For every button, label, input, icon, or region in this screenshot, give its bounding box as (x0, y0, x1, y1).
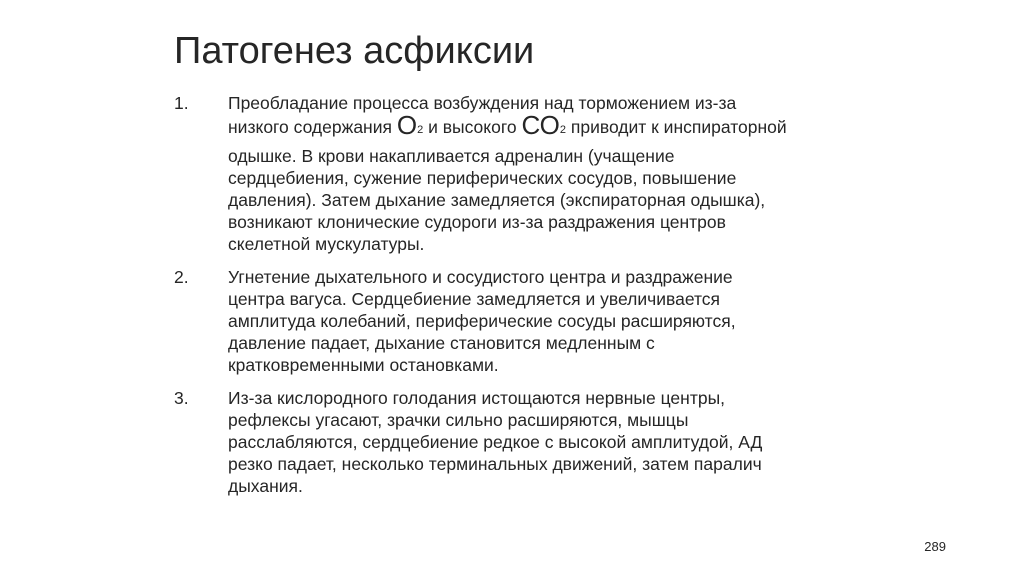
page-number: 289 (924, 539, 946, 554)
list-item (174, 387, 834, 497)
text-line: дыхания. (228, 476, 303, 496)
text-line: скелетной мускулатуры. (228, 234, 425, 254)
text-line: Угнетение дыхательного и сосудистого центра и раздражение (228, 267, 733, 287)
text-fragment: низкого содержания (228, 117, 397, 137)
text-line: давления). Затем дыхание замедляется (экспираторная одышка), (228, 190, 766, 210)
list-item-number: 2. (174, 267, 189, 287)
text-line: Из-за кислородного голодания истощаются нервные центры, (228, 388, 726, 408)
text-line (228, 112, 834, 145)
text-line: рефлексы угасают, зрачки сильно расширяются, мышцы (228, 410, 689, 430)
list-item-text (228, 92, 834, 255)
oxygen-subscript: 2 (417, 124, 424, 136)
text-line: давление падает, дыхание становится медленным с (228, 333, 655, 353)
slide-title: Патогенез асфиксии (174, 30, 535, 72)
numbered-list (174, 92, 834, 497)
text-line: сердцебиения, сужение периферических сосудов, повышение (228, 168, 737, 188)
carbon-dioxide-subscript: 2 (559, 124, 566, 136)
list-item-text (228, 266, 834, 376)
oxygen-symbol: О (396, 110, 418, 140)
text-line: кратковременными остановками. (228, 355, 499, 375)
list-item-text (228, 387, 834, 497)
text-line: Преобладание процесса возбуждения над торможением из-за (228, 93, 737, 113)
text-line: амплитуда колебаний, периферические сосуды расширяются, (228, 311, 736, 331)
text-line: одышке. В крови накапливается адреналин (учащение (228, 146, 675, 166)
text-line: возникают клонические судороги из-за раздражения центров (228, 212, 726, 232)
list-item-number: 3. (174, 388, 189, 408)
list-item (174, 266, 834, 376)
list-item-number: 1. (174, 93, 189, 113)
list-item (174, 92, 834, 255)
text-line: расслабляются, сердцебиение редкое с высокой амплитудой, АД (228, 432, 763, 452)
text-fragment: приводит к инспираторной (566, 117, 787, 137)
text-fragment: и высокого (423, 117, 522, 137)
carbon-dioxide-symbol: СО (521, 110, 560, 140)
text-line: резко падает, несколько терминальных движений, затем паралич (228, 454, 762, 474)
text-line: центра вагуса. Сердцебиение замедляется и увеличивается (228, 289, 721, 309)
